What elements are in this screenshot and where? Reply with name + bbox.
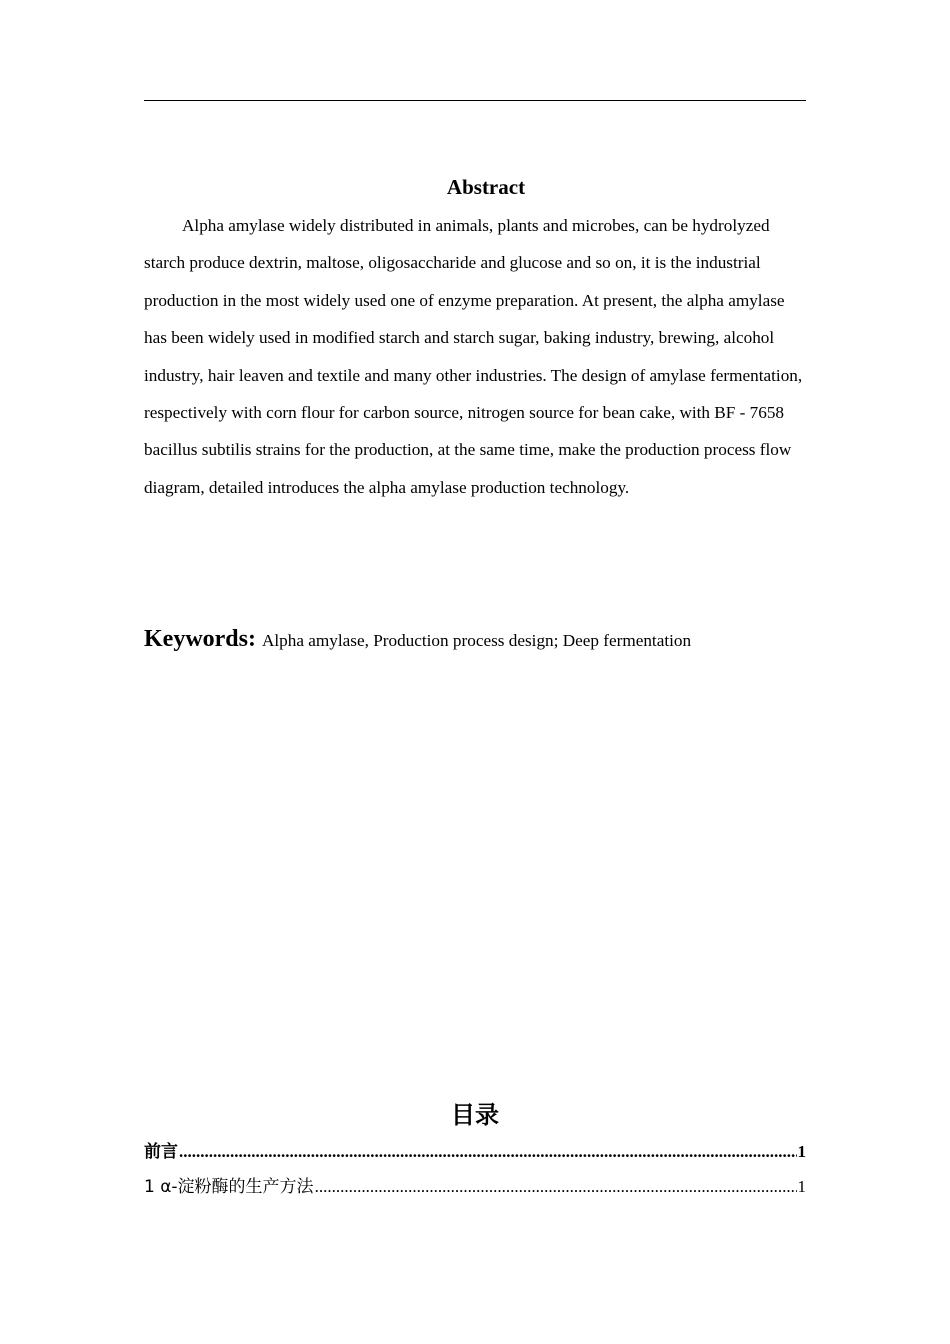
- toc-entry[interactable]: [144, 1176, 806, 1198]
- keywords-line: [144, 626, 824, 653]
- abstract-body: Alpha amylase widely distributed in animals, plants and microbes, can be hydrolyzed starch produce dextrin, maltose, oligosaccharide and glucose and so on, it is the industrial production in the most widely used one of enzyme preparation. At present, the alpha amylase has been widely used in modified starch and starch sugar, baking industry, brewing, alcohol industry, hair leaven and textile and many other industries. The design of amylase fermentation, respectively with corn flour for carbon source, nitrogen source for bean cake, with BF - 7658 bacillus subtilis strains for the production, at the same time, make the production process flow diagram, detailed introduces the alpha amylase production technology.: [144, 216, 803, 497]
- toc-entry-label: 前言: [144, 1142, 178, 1162]
- keywords-text: Alpha amylase, Production process design; Deep fermentation: [261, 631, 692, 650]
- toc-entry[interactable]: [144, 1141, 806, 1163]
- keywords-label: Keywords:: [144, 626, 256, 652]
- toc-title: 目录: [451, 1101, 499, 1129]
- toc-entry-page: 1: [797, 1142, 806, 1161]
- toc-entry-page: 1: [797, 1177, 806, 1196]
- toc-leader-dots: [179, 1141, 797, 1163]
- toc-leader-dots: [315, 1176, 797, 1198]
- abstract-title: Abstract: [446, 175, 526, 199]
- toc-entry-label: 1 α-淀粉酶的生产方法: [144, 1177, 314, 1197]
- header-rule: [144, 100, 806, 101]
